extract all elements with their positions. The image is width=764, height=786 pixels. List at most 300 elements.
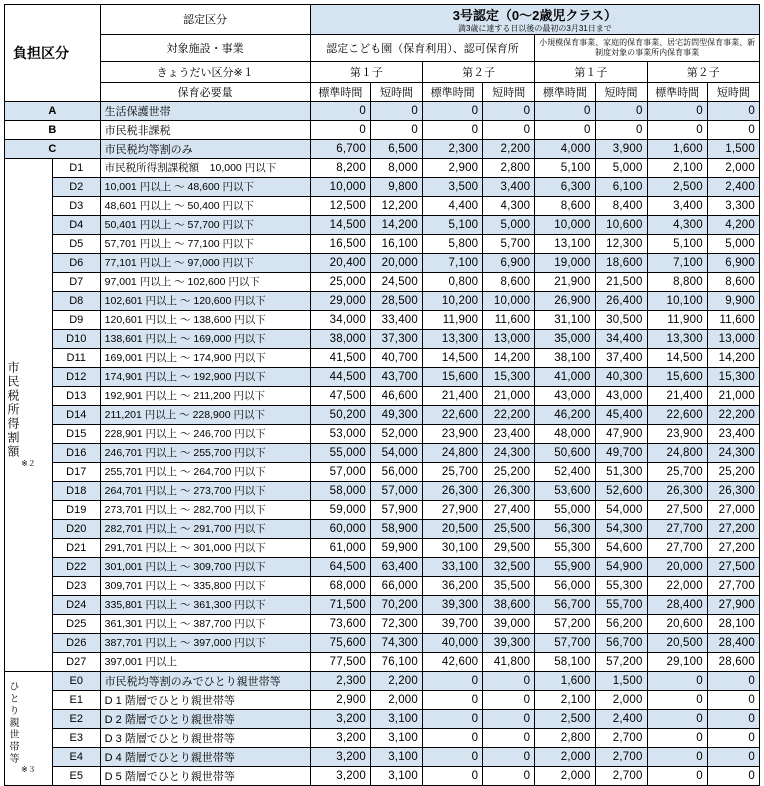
row-value-C-4: 4,000 xyxy=(535,139,595,158)
row-value-E2-1: 3,100 xyxy=(371,709,423,728)
row-value-D23-3: 35,500 xyxy=(483,576,535,595)
row-code-D19: D19 xyxy=(52,500,100,519)
table-row xyxy=(5,329,760,348)
row-value-D8-0: 29,000 xyxy=(310,291,370,310)
row-value-E1-1: 2,000 xyxy=(371,690,423,709)
row-value-D13-1: 46,600 xyxy=(371,386,423,405)
row-value-D24-3: 38,600 xyxy=(483,595,535,614)
row-value-D10-5: 34,400 xyxy=(595,329,647,348)
row-value-D17-0: 57,000 xyxy=(310,462,370,481)
table-row xyxy=(5,272,760,291)
row-range-D8: 102,601 円以上 ～ 120,600 円以下 xyxy=(100,291,310,310)
side-label-shiminzei-note: ※２ xyxy=(21,458,36,468)
row-value-D23-2: 36,200 xyxy=(422,576,482,595)
table-row xyxy=(5,443,760,462)
row-value-D13-0: 47,500 xyxy=(310,386,370,405)
row-value-D12-6: 15,600 xyxy=(647,367,707,386)
row-value-E1-2: 0 xyxy=(422,690,482,709)
row-value-D7-6: 8,800 xyxy=(647,272,707,291)
row-value-D3-7: 3,300 xyxy=(707,196,759,215)
row-value-D3-1: 12,200 xyxy=(371,196,423,215)
row-value-C-1: 6,500 xyxy=(371,139,423,158)
row-value-E2-0: 3,200 xyxy=(310,709,370,728)
row-value-D9-5: 30,500 xyxy=(595,310,647,329)
row-value-D14-3: 22,200 xyxy=(483,405,535,424)
row-value-D2-6: 2,500 xyxy=(647,177,707,196)
row-range-D5: 57,701 円以上 ～ 77,100 円以下 xyxy=(100,234,310,253)
row-range-E2: D 2 階層でひとり親世帯等 xyxy=(100,709,310,728)
row-value-E3-2: 0 xyxy=(422,728,482,747)
row-code-E1: E1 xyxy=(52,690,100,709)
row-value-D6-7: 6,900 xyxy=(707,253,759,272)
table-row xyxy=(5,424,760,443)
table-row xyxy=(5,158,760,177)
table-row xyxy=(5,234,760,253)
row-value-E0-3: 0 xyxy=(483,671,535,690)
row-value-D23-1: 66,000 xyxy=(371,576,423,595)
row-value-E0-7: 0 xyxy=(707,671,759,690)
row-value-D22-0: 64,500 xyxy=(310,557,370,576)
row-value-D6-5: 18,600 xyxy=(595,253,647,272)
side-label-hitorioya-text: ひとり親世帯等 xyxy=(7,681,18,766)
row-value-D1-1: 8,000 xyxy=(371,158,423,177)
row-value-D17-5: 51,300 xyxy=(595,462,647,481)
row-value-E4-6: 0 xyxy=(647,747,707,766)
table-row xyxy=(5,595,760,614)
row-value-D24-0: 71,500 xyxy=(310,595,370,614)
table-row xyxy=(5,614,760,633)
row-value-D7-0: 25,000 xyxy=(310,272,370,291)
row-value-E0-6: 0 xyxy=(647,671,707,690)
row-code-D5: D5 xyxy=(52,234,100,253)
row-range-D1: 市民税所得割課税額 10,000 円以下 xyxy=(100,158,310,177)
row-code-D12: D12 xyxy=(52,367,100,386)
row-range-E3: D 3 階層でひとり親世帯等 xyxy=(100,728,310,747)
row-value-D16-1: 54,000 xyxy=(371,443,423,462)
row-value-C-3: 2,200 xyxy=(483,139,535,158)
row-value-D26-6: 20,500 xyxy=(647,633,707,652)
table-row xyxy=(5,215,760,234)
row-value-A-2: 0 xyxy=(422,101,482,120)
table-row xyxy=(5,386,760,405)
row-value-D13-6: 21,400 xyxy=(647,386,707,405)
row-value-D2-1: 9,800 xyxy=(371,177,423,196)
row-value-D14-1: 49,300 xyxy=(371,405,423,424)
row-value-D19-5: 54,000 xyxy=(595,500,647,519)
row-value-D10-4: 35,000 xyxy=(535,329,595,348)
row-value-E1-6: 0 xyxy=(647,690,707,709)
row-range-D24: 335,801 円以上 ～ 361,300 円以下 xyxy=(100,595,310,614)
row-value-D11-4: 38,100 xyxy=(535,348,595,367)
row-value-D20-4: 56,300 xyxy=(535,519,595,538)
row-value-D11-2: 14,500 xyxy=(422,348,482,367)
row-value-D11-0: 41,500 xyxy=(310,348,370,367)
row-value-D8-7: 9,900 xyxy=(707,291,759,310)
row-value-D19-6: 27,500 xyxy=(647,500,707,519)
row-value-D12-2: 15,600 xyxy=(422,367,482,386)
row-value-D15-4: 48,000 xyxy=(535,424,595,443)
row-value-D16-7: 24,300 xyxy=(707,443,759,462)
row-value-D16-3: 24,300 xyxy=(483,443,535,462)
row-range-D15: 228,901 円以上 ～ 246,700 円以下 xyxy=(100,424,310,443)
table-row xyxy=(5,576,760,595)
row-value-D26-2: 40,000 xyxy=(422,633,482,652)
row-value-D22-6: 20,000 xyxy=(647,557,707,576)
row-value-E3-0: 3,200 xyxy=(310,728,370,747)
table-row xyxy=(5,177,760,196)
row-value-B-5: 0 xyxy=(595,120,647,139)
row-value-E5-6: 0 xyxy=(647,766,707,785)
table-row xyxy=(5,405,760,424)
row-value-E0-4: 1,600 xyxy=(535,671,595,690)
row-value-D18-3: 26,300 xyxy=(483,481,535,500)
row-code-D17: D17 xyxy=(52,462,100,481)
row-value-D5-7: 5,000 xyxy=(707,234,759,253)
row-value-D23-5: 55,300 xyxy=(595,576,647,595)
row-code-B: B xyxy=(5,120,101,139)
row-range-D18: 264,701 円以上 ～ 273,700 円以下 xyxy=(100,481,310,500)
row-value-A-5: 0 xyxy=(595,101,647,120)
row-value-D1-6: 2,100 xyxy=(647,158,707,177)
row-value-E1-0: 2,900 xyxy=(310,690,370,709)
row-value-D25-1: 72,300 xyxy=(371,614,423,633)
row-code-C: C xyxy=(5,139,101,158)
row-value-D14-5: 45,400 xyxy=(595,405,647,424)
row-value-D12-4: 41,000 xyxy=(535,367,595,386)
header-std-3: 標準時間 xyxy=(535,82,595,101)
row-value-E5-1: 3,100 xyxy=(371,766,423,785)
row-value-D1-3: 2,800 xyxy=(483,158,535,177)
row-value-D2-0: 10,000 xyxy=(310,177,370,196)
row-value-D14-7: 22,200 xyxy=(707,405,759,424)
table-row xyxy=(5,310,760,329)
row-value-E2-7: 0 xyxy=(707,709,759,728)
table-row xyxy=(5,291,760,310)
row-value-D7-5: 21,500 xyxy=(595,272,647,291)
row-range-E5: D 5 階層でひとり親世帯等 xyxy=(100,766,310,785)
row-value-A-3: 0 xyxy=(483,101,535,120)
childcare-fee-table xyxy=(4,4,760,786)
row-value-D20-1: 58,900 xyxy=(371,519,423,538)
row-value-D17-6: 25,700 xyxy=(647,462,707,481)
row-value-E4-4: 2,000 xyxy=(535,747,595,766)
row-value-D7-4: 21,900 xyxy=(535,272,595,291)
table-row xyxy=(5,348,760,367)
side-label-hitorioya-note: ※３ xyxy=(21,765,36,775)
row-value-D27-0: 77,500 xyxy=(310,652,370,671)
row-value-D18-4: 53,600 xyxy=(535,481,595,500)
row-code-D3: D3 xyxy=(52,196,100,215)
row-range-D9: 120,601 円以上 ～ 138,600 円以下 xyxy=(100,310,310,329)
row-value-D5-4: 13,100 xyxy=(535,234,595,253)
row-value-D27-1: 76,100 xyxy=(371,652,423,671)
table-row xyxy=(5,690,760,709)
row-code-D21: D21 xyxy=(52,538,100,557)
row-value-D26-4: 57,700 xyxy=(535,633,595,652)
row-value-D21-2: 30,100 xyxy=(422,538,482,557)
row-code-A: A xyxy=(5,101,101,120)
row-code-D10: D10 xyxy=(52,329,100,348)
row-value-C-6: 1,600 xyxy=(647,139,707,158)
row-range-D27: 397,001 円以上 xyxy=(100,652,310,671)
row-value-E3-1: 3,100 xyxy=(371,728,423,747)
row-value-D15-5: 47,900 xyxy=(595,424,647,443)
row-value-D2-3: 3,400 xyxy=(483,177,535,196)
row-value-D8-2: 10,200 xyxy=(422,291,482,310)
row-value-D25-7: 28,100 xyxy=(707,614,759,633)
row-code-D15: D15 xyxy=(52,424,100,443)
row-value-D21-6: 27,700 xyxy=(647,538,707,557)
row-code-D16: D16 xyxy=(52,443,100,462)
row-code-D9: D9 xyxy=(52,310,100,329)
row-value-D11-5: 37,400 xyxy=(595,348,647,367)
row-value-E5-7: 0 xyxy=(707,766,759,785)
row-value-D21-1: 59,900 xyxy=(371,538,423,557)
header-row-nintei xyxy=(5,5,760,35)
row-value-D7-2: 0,800 xyxy=(422,272,482,291)
row-value-D9-4: 31,100 xyxy=(535,310,595,329)
table-row xyxy=(5,462,760,481)
row-value-D9-0: 34,000 xyxy=(310,310,370,329)
row-range-D16: 246,701 円以上 ～ 255,700 円以下 xyxy=(100,443,310,462)
row-code-D25: D25 xyxy=(52,614,100,633)
row-value-D8-4: 26,900 xyxy=(535,291,595,310)
row-value-D5-2: 5,800 xyxy=(422,234,482,253)
row-value-B-3: 0 xyxy=(483,120,535,139)
row-value-D3-5: 8,400 xyxy=(595,196,647,215)
row-value-D2-5: 6,100 xyxy=(595,177,647,196)
row-value-D3-0: 12,500 xyxy=(310,196,370,215)
row-value-D4-4: 10,000 xyxy=(535,215,595,234)
row-value-D20-2: 20,500 xyxy=(422,519,482,538)
row-code-D14: D14 xyxy=(52,405,100,424)
table-row xyxy=(5,500,760,519)
header-short-3: 短時間 xyxy=(595,82,647,101)
row-value-D4-0: 14,500 xyxy=(310,215,370,234)
row-range-D21: 291,701 円以上 ～ 301,000 円以下 xyxy=(100,538,310,557)
row-value-D23-4: 56,000 xyxy=(535,576,595,595)
row-value-D26-3: 39,300 xyxy=(483,633,535,652)
row-value-E3-7: 0 xyxy=(707,728,759,747)
table-row xyxy=(5,728,760,747)
row-value-D12-1: 43,700 xyxy=(371,367,423,386)
row-value-A-7: 0 xyxy=(707,101,759,120)
row-value-E1-5: 2,000 xyxy=(595,690,647,709)
table-row xyxy=(5,538,760,557)
row-value-D19-7: 27,000 xyxy=(707,500,759,519)
row-value-D4-7: 4,200 xyxy=(707,215,759,234)
row-value-D9-6: 11,900 xyxy=(647,310,707,329)
row-value-D16-4: 50,600 xyxy=(535,443,595,462)
row-value-D11-1: 40,700 xyxy=(371,348,423,367)
row-value-D21-7: 27,200 xyxy=(707,538,759,557)
row-value-C-0: 6,700 xyxy=(310,139,370,158)
row-value-D2-7: 2,400 xyxy=(707,177,759,196)
header-row-hoikuryo xyxy=(5,82,760,101)
row-range-D3: 48,601 円以上 ～ 50,400 円以下 xyxy=(100,196,310,215)
row-range-E1: D 1 階層でひとり親世帯等 xyxy=(100,690,310,709)
side-label-shiminzei-text: 市民税所得割額 xyxy=(6,360,20,459)
row-value-C-2: 2,300 xyxy=(422,139,482,158)
row-value-D9-1: 33,400 xyxy=(371,310,423,329)
row-range-E4: D 4 階層でひとり親世帯等 xyxy=(100,747,310,766)
row-value-D24-4: 56,700 xyxy=(535,595,595,614)
row-value-D18-0: 58,000 xyxy=(310,481,370,500)
row-value-D19-0: 59,000 xyxy=(310,500,370,519)
table-row xyxy=(5,519,760,538)
row-code-D23: D23 xyxy=(52,576,100,595)
row-value-B-0: 0 xyxy=(310,120,370,139)
header-row-shisetsu xyxy=(5,34,760,61)
row-value-E3-4: 2,800 xyxy=(535,728,595,747)
row-value-D22-4: 55,900 xyxy=(535,557,595,576)
row-value-D2-4: 6,300 xyxy=(535,177,595,196)
row-value-B-6: 0 xyxy=(647,120,707,139)
row-value-D11-3: 14,200 xyxy=(483,348,535,367)
row-range-D11: 169,001 円以上 ～ 174,900 円以下 xyxy=(100,348,310,367)
row-code-D8: D8 xyxy=(52,291,100,310)
row-value-E1-7: 0 xyxy=(707,690,759,709)
row-value-D24-2: 39,300 xyxy=(422,595,482,614)
table-row xyxy=(5,652,760,671)
row-code-D26: D26 xyxy=(52,633,100,652)
row-value-D27-3: 41,800 xyxy=(483,652,535,671)
row-value-E3-6: 0 xyxy=(647,728,707,747)
row-value-D16-0: 55,000 xyxy=(310,443,370,462)
row-value-D27-6: 29,100 xyxy=(647,652,707,671)
row-value-D8-1: 28,500 xyxy=(371,291,423,310)
row-value-D25-4: 57,200 xyxy=(535,614,595,633)
row-value-D22-2: 33,100 xyxy=(422,557,482,576)
row-value-D13-3: 21,000 xyxy=(483,386,535,405)
row-value-C-5: 3,900 xyxy=(595,139,647,158)
row-code-E2: E2 xyxy=(52,709,100,728)
row-value-D13-5: 43,000 xyxy=(595,386,647,405)
row-code-D11: D11 xyxy=(52,348,100,367)
row-value-D15-3: 23,400 xyxy=(483,424,535,443)
row-value-D19-3: 27,400 xyxy=(483,500,535,519)
header-short-1: 短時間 xyxy=(371,82,423,101)
row-code-D7: D7 xyxy=(52,272,100,291)
row-value-D17-1: 56,000 xyxy=(371,462,423,481)
row-value-D4-1: 14,200 xyxy=(371,215,423,234)
row-value-D20-0: 60,000 xyxy=(310,519,370,538)
header-nintei-value xyxy=(310,5,759,35)
row-code-D13: D13 xyxy=(52,386,100,405)
row-value-D20-5: 54,300 xyxy=(595,519,647,538)
row-value-D27-2: 42,600 xyxy=(422,652,482,671)
side-label-shiminzei xyxy=(5,158,53,671)
row-range-D6: 77,101 円以上 ～ 97,000 円以下 xyxy=(100,253,310,272)
row-value-D1-2: 2,900 xyxy=(422,158,482,177)
row-value-D4-2: 5,100 xyxy=(422,215,482,234)
row-value-D9-7: 11,600 xyxy=(707,310,759,329)
table-row xyxy=(5,747,760,766)
row-value-D26-1: 74,300 xyxy=(371,633,423,652)
row-value-D20-6: 27,700 xyxy=(647,519,707,538)
row-value-E4-2: 0 xyxy=(422,747,482,766)
header-row-kyoudai xyxy=(5,61,760,82)
row-code-D24: D24 xyxy=(52,595,100,614)
header-group-a: 認定こども園（保育利用）、認可保育所 xyxy=(310,34,535,61)
row-value-D6-0: 20,400 xyxy=(310,253,370,272)
row-code-D20: D20 xyxy=(52,519,100,538)
row-value-A-0: 0 xyxy=(310,101,370,120)
row-value-A-1: 0 xyxy=(371,101,423,120)
nintei-value-text: 3号認定（0～2歳児クラス） xyxy=(452,8,617,23)
row-value-D18-6: 26,300 xyxy=(647,481,707,500)
row-value-D4-5: 10,600 xyxy=(595,215,647,234)
row-value-D6-1: 20,000 xyxy=(371,253,423,272)
row-value-D15-6: 23,900 xyxy=(647,424,707,443)
header-child1-a: 第１子 xyxy=(310,61,422,82)
row-range-D25: 361,301 円以上 ～ 387,700 円以下 xyxy=(100,614,310,633)
row-code-D4: D4 xyxy=(52,215,100,234)
row-code-D1: D1 xyxy=(52,158,100,177)
row-code-D22: D22 xyxy=(52,557,100,576)
row-value-D13-7: 21,000 xyxy=(707,386,759,405)
row-value-D2-2: 3,500 xyxy=(422,177,482,196)
row-value-D25-5: 56,200 xyxy=(595,614,647,633)
header-futan-kubun: 負担区分 xyxy=(5,5,101,102)
table-row xyxy=(5,633,760,652)
row-value-D13-2: 21,400 xyxy=(422,386,482,405)
table-row xyxy=(5,139,760,158)
row-value-D16-5: 49,700 xyxy=(595,443,647,462)
row-value-C-7: 1,500 xyxy=(707,139,759,158)
row-range-C: 市民税均等割のみ xyxy=(100,139,310,158)
table-row xyxy=(5,367,760,386)
row-value-D21-3: 29,500 xyxy=(483,538,535,557)
row-range-E0: 市民税均等割のみでひとり親世帯等 xyxy=(100,671,310,690)
row-value-D8-6: 10,100 xyxy=(647,291,707,310)
row-value-D27-7: 28,600 xyxy=(707,652,759,671)
row-value-D16-6: 24,800 xyxy=(647,443,707,462)
row-range-D14: 211,201 円以上 ～ 228,900 円以下 xyxy=(100,405,310,424)
row-value-D5-6: 5,100 xyxy=(647,234,707,253)
row-value-D12-5: 40,300 xyxy=(595,367,647,386)
row-value-D14-4: 46,200 xyxy=(535,405,595,424)
header-std-1: 標準時間 xyxy=(310,82,370,101)
row-value-D12-3: 15,300 xyxy=(483,367,535,386)
row-value-D5-1: 16,100 xyxy=(371,234,423,253)
row-code-E0: E0 xyxy=(52,671,100,690)
row-value-E5-3: 0 xyxy=(483,766,535,785)
row-value-B-4: 0 xyxy=(535,120,595,139)
row-value-D14-6: 22,600 xyxy=(647,405,707,424)
row-value-D24-6: 28,400 xyxy=(647,595,707,614)
row-value-E2-2: 0 xyxy=(422,709,482,728)
row-value-D8-3: 10,000 xyxy=(483,291,535,310)
row-value-D25-0: 73,600 xyxy=(310,614,370,633)
header-std-4: 標準時間 xyxy=(647,82,707,101)
row-value-D19-1: 57,900 xyxy=(371,500,423,519)
row-value-D11-7: 14,200 xyxy=(707,348,759,367)
row-code-D18: D18 xyxy=(52,481,100,500)
row-value-D15-7: 23,400 xyxy=(707,424,759,443)
header-kyoudai-kubun: きょうだい区分※１ xyxy=(100,61,310,82)
row-value-D10-1: 37,300 xyxy=(371,329,423,348)
side-label-hitorioya xyxy=(5,671,53,785)
row-range-A: 生活保護世帯 xyxy=(100,101,310,120)
row-value-D13-4: 43,000 xyxy=(535,386,595,405)
row-value-E4-0: 3,200 xyxy=(310,747,370,766)
row-value-D3-6: 3,400 xyxy=(647,196,707,215)
row-value-E2-6: 0 xyxy=(647,709,707,728)
table-row xyxy=(5,101,760,120)
header-taisho-shisetsu: 対象施設・事業 xyxy=(100,34,310,61)
row-value-D7-7: 8,600 xyxy=(707,272,759,291)
